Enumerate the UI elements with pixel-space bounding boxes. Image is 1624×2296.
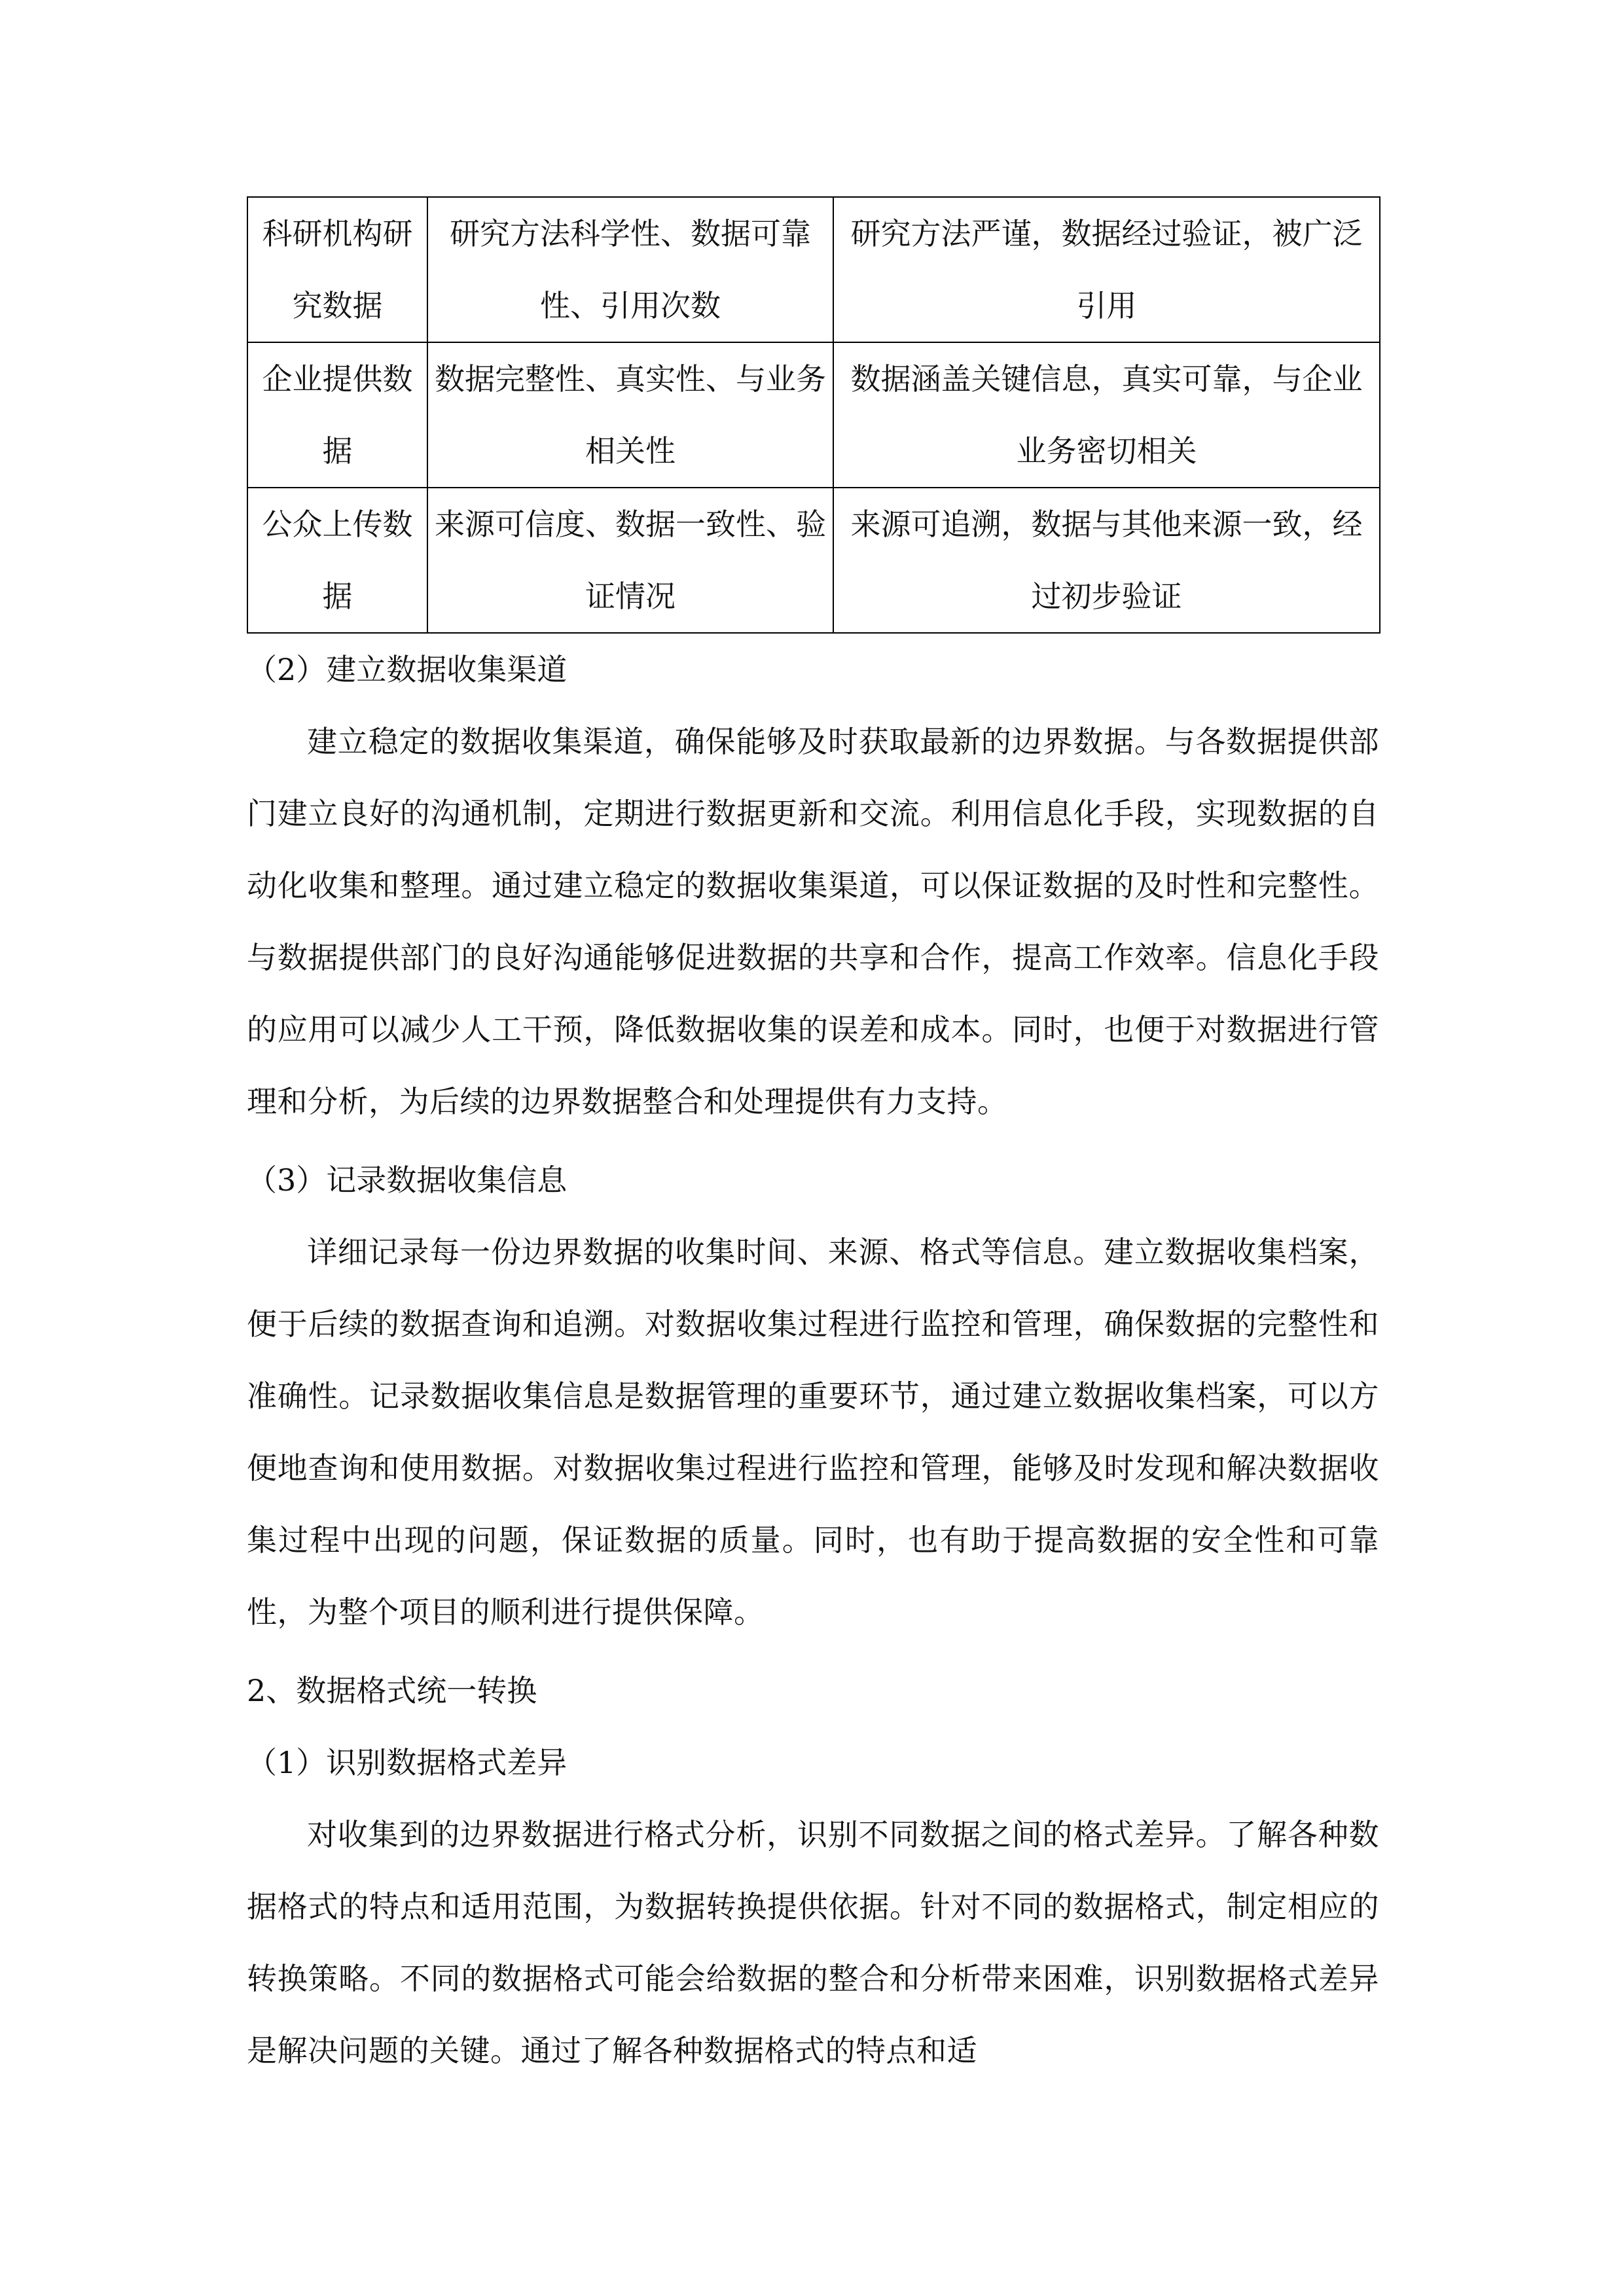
paragraph-record-info: 详细记录每一份边界数据的收集时间、来源、格式等信息。建立数据收集档案，便于后续的数据查询和追溯。对数据收集过程进行监控和管理，确保数据的完整性和准确性。记录数据收集信息是数据管理的重要环节，通过建立数据收集档案，可以方便地查询和使用数据。对数据收集过程进行监控和管理，能够及时发现和解决数据收集过程中出现的问题，保证数据的质量。同时，也有助于提高数据的安全性和可靠性，为整个项目的顺利进行提供保障。 (247, 1234, 1379, 1630)
paragraph-identify-format: 对收集到的边界数据进行格式分析，识别不同数据之间的格式差异。了解各种数据格式的特点和适用范围，为数据转换提供依据。针对不同的数据格式，制定相应的转换策略。不同的数据格式可能会给数据的整合和分析带来困难，识别数据格式差异是解决问题的关键。通过了解各种数据格式的特点和适 (247, 1817, 1379, 2068)
table-cell-source: 公众上传数据 (247, 488, 427, 633)
data-source-table (247, 196, 1380, 634)
paragraph-collection-channels: 建立稳定的数据收集渠道，确保能够及时获取最新的边界数据。与各数据提供部门建立良好的沟通机制，定期进行数据更新和交流。利用信息化手段，实现数据的自动化收集和整理。通过建立稳定的数据收集渠道，可以保证数据的及时性和完整性。与数据提供部门的良好沟通能够促进数据的共享和合作，提高工作效率。信息化手段的应用可以减少人工干预，降低数据收集的误差和成本。同时，也便于对数据进行管理和分析，为后续的边界数据整合和处理提供有力支持。 (247, 724, 1379, 1119)
table-row (247, 488, 1380, 633)
section-heading-identify-format: （1）识别数据格式差异 (247, 1745, 568, 1780)
section-heading-collection-channels: （2）建立数据收集渠道 (247, 652, 568, 687)
table-row (247, 342, 1380, 488)
table-cell-requirement: 数据涵盖关键信息，真实可靠，与企业业务密切相关 (833, 342, 1380, 488)
main-heading-format-conversion: 2、数据格式统一转换 (247, 1673, 537, 1708)
table-cell-criteria: 数据完整性、真实性、与业务相关性 (427, 342, 833, 488)
table-cell-source: 企业提供数据 (247, 342, 427, 488)
table-cell-requirement: 研究方法严谨，数据经过验证，被广泛引用 (833, 197, 1380, 342)
section-heading-record-info: （3）记录数据收集信息 (247, 1162, 568, 1198)
table-cell-source: 科研机构研究数据 (247, 197, 427, 342)
table-cell-criteria: 研究方法科学性、数据可靠性、引用次数 (427, 197, 833, 342)
table-row (247, 197, 1380, 342)
table-cell-requirement: 来源可追溯，数据与其他来源一致，经过初步验证 (833, 488, 1380, 633)
spacer (247, 1138, 1379, 1144)
page-content (247, 196, 1379, 2087)
table-cell-criteria: 来源可信度、数据一致性、验证情况 (427, 488, 833, 633)
spacer (247, 1648, 1379, 1655)
